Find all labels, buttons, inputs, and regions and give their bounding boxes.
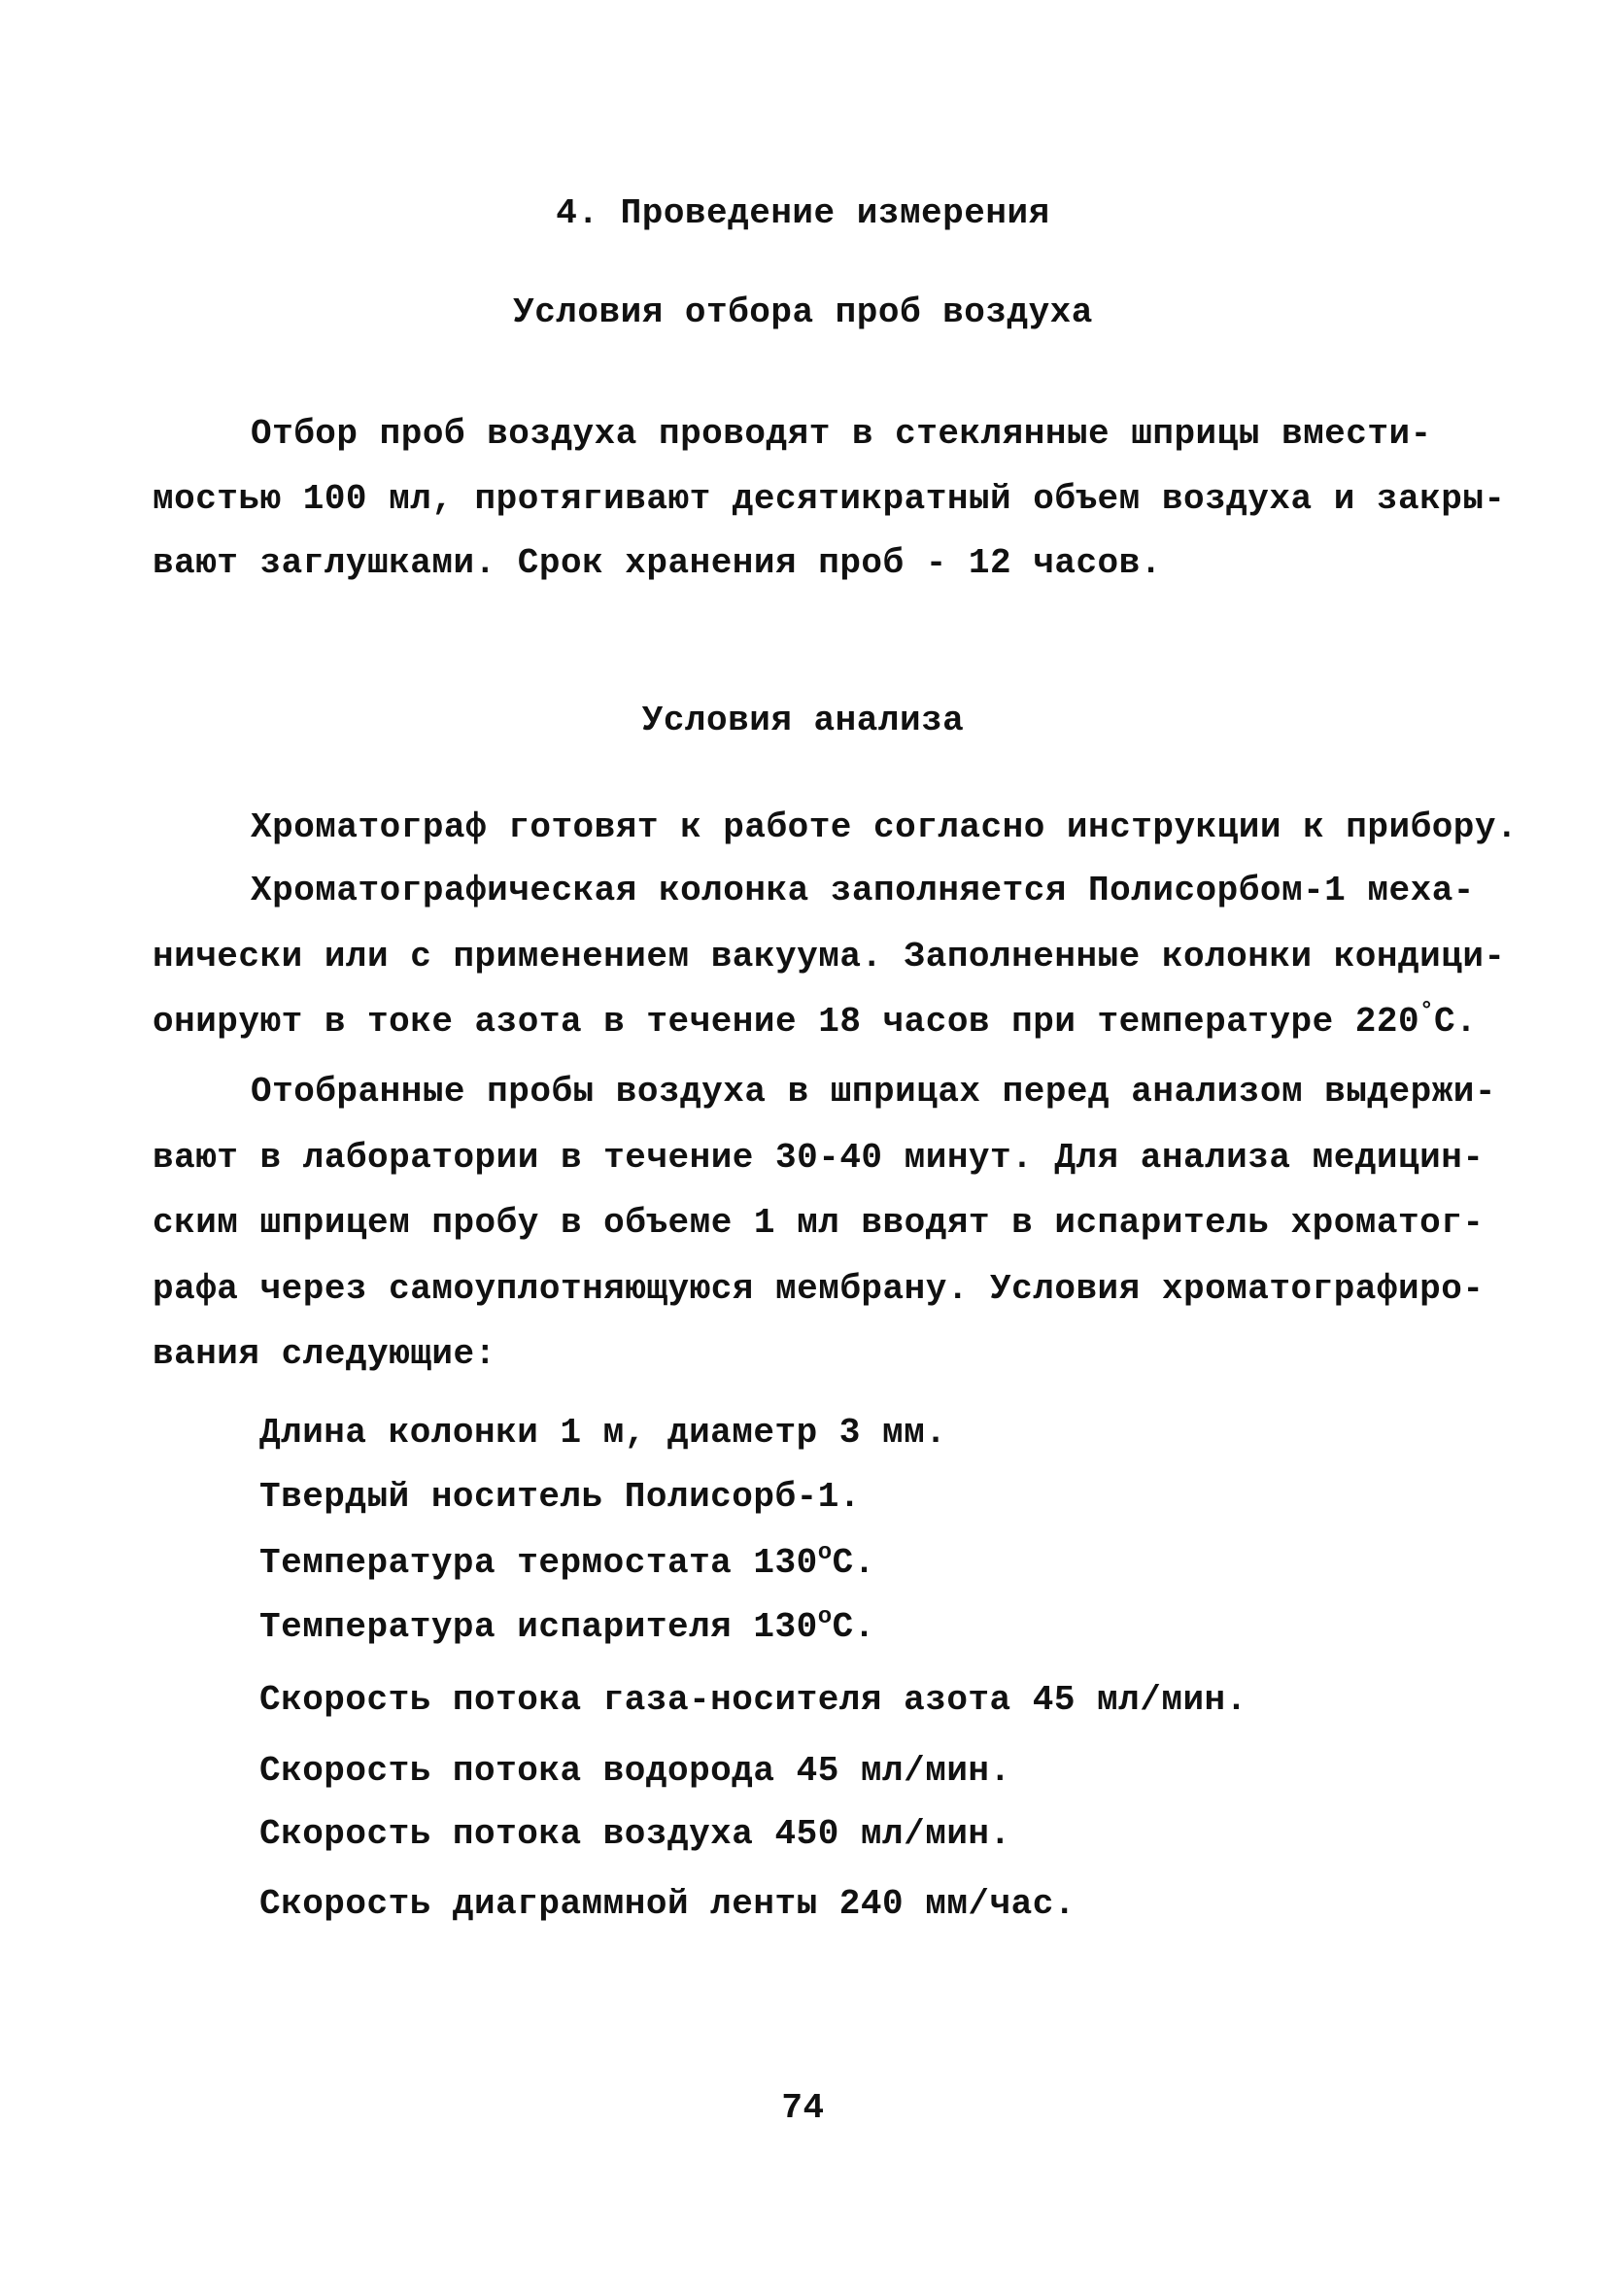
subsection-title-sampling: Условия отбора проб воздуха <box>513 292 1093 332</box>
condition-chart-speed: Скорость диаграммной ленты 240 мм/час. <box>259 1884 1076 1924</box>
condition-hydrogen-flow: Скорость потока водорода 45 мл/мин. <box>259 1751 1011 1791</box>
degree-sign: о <box>817 1540 833 1566</box>
paragraph-line: рафа через самоуплотняющуюся мембрану. Условия хроматографиро- <box>153 1269 1485 1309</box>
paragraph-line: вания следующие: <box>153 1334 496 1374</box>
paragraph-line: Отбор проб воздуха проводят в стеклянные шприцы вмести- <box>251 414 1432 454</box>
condition-column-size: Длина колонки 1 м, диаметр 3 мм. <box>259 1413 947 1453</box>
section-title: 4. Проведение измерения <box>556 193 1050 233</box>
subsection-title-analysis: Условия анализа <box>641 701 965 740</box>
page-number: 74 <box>781 2088 825 2128</box>
paragraph-line: вают в лаборатории в течение 30-40 минут. Для анализа медицин- <box>153 1138 1485 1178</box>
degree-sign: ° <box>1419 999 1435 1025</box>
paragraph-line: нически или с применением вакуума. Заполненные колонки кондици- <box>153 937 1506 977</box>
condition-air-flow: Скорость потока воздуха 450 мл/мин. <box>259 1814 1011 1854</box>
condition-evaporator-temp: Температура испарителя $130^оС$. <box>259 1604 875 1647</box>
degree-sign: о <box>817 1604 833 1630</box>
paragraph-line: вают заглушками. Срок хранения проб - 12 часов. <box>153 543 1162 583</box>
paragraph-chromatograph-prep: Хроматограф готовят к работе согласно инструкции к прибору. <box>251 807 1519 847</box>
paragraph-line: онируют в токе азота в течение 18 часов при температуре 220°С. <box>153 999 1478 1042</box>
paragraph-line: Отобранные пробы воздуха в шприцах перед анализом выдержи- <box>251 1072 1497 1112</box>
condition-nitrogen-flow: Скорость потока газа-носителя азота 45 мл/мин. <box>259 1680 1247 1720</box>
paragraph-line: мостью 100 мл, протягивают десятикратный объем воздуха и закры- <box>153 479 1506 519</box>
paragraph-line: ским шприцем пробу в объеме 1 мл вводят в испаритель хроматог- <box>153 1203 1485 1243</box>
condition-solid-carrier: Твердый носитель Полисорб-1. <box>259 1477 861 1517</box>
condition-thermostat-temp: Температура термостата $130^оС$. <box>259 1540 875 1583</box>
paragraph-line: Хроматографическая колонка заполняется Полисорбом-1 меха- <box>251 871 1475 910</box>
